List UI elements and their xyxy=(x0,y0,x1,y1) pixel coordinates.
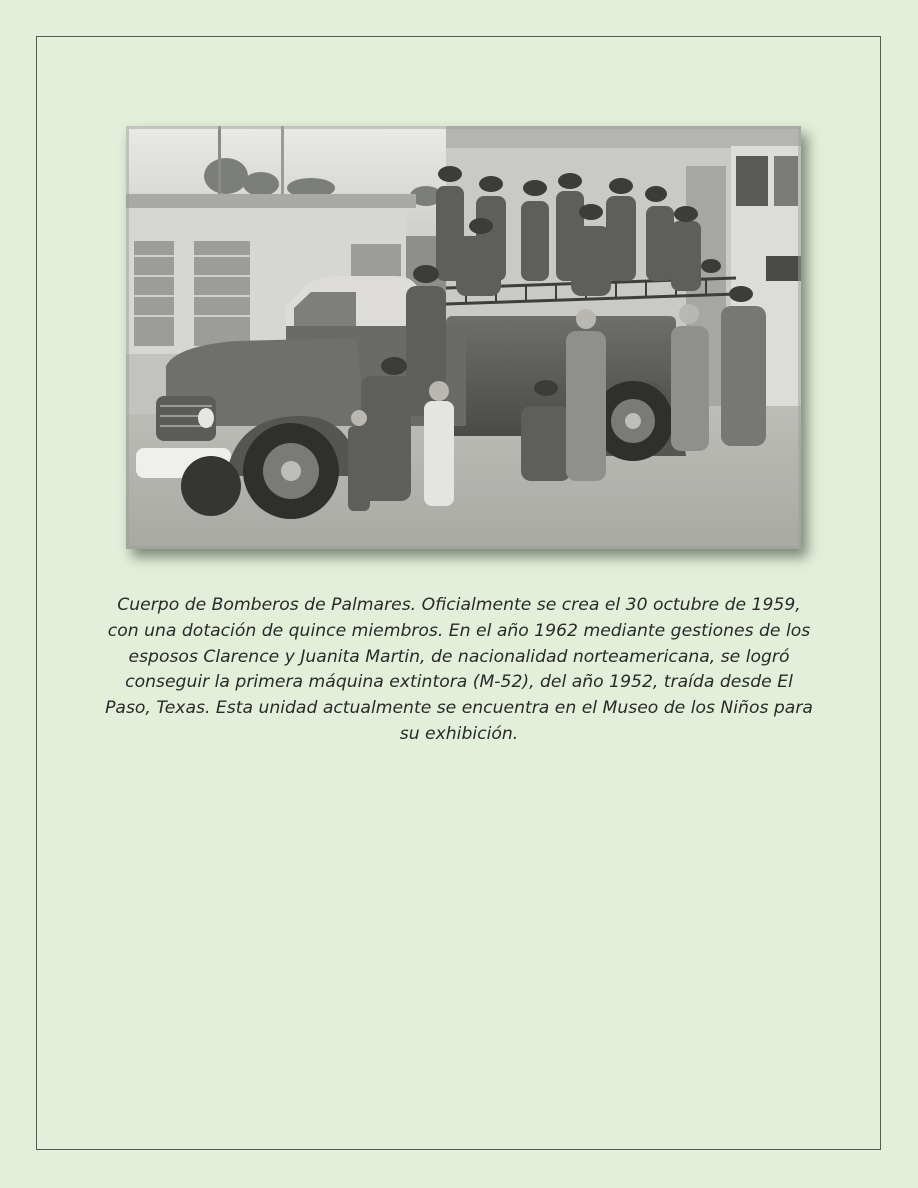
photo-caption: Cuerpo de Bomberos de Palmares. Oficialmente se crea el 30 octubre de 1959, con una dotación de quince miembros. En el año 1962 mediante gestiones de los esposos Clarence y Juanita Martin, de nacionalidad norteamericana, se logró conseguir la primera máquina extintora (M-52), del año 1952, traída desde El Paso, Texas. Esta unidad actualmente se encuentra en el Museo de los Niños para su exhibición. xyxy=(105,595,813,744)
fire-truck-photo-image xyxy=(126,126,801,549)
historical-photo xyxy=(126,126,801,549)
